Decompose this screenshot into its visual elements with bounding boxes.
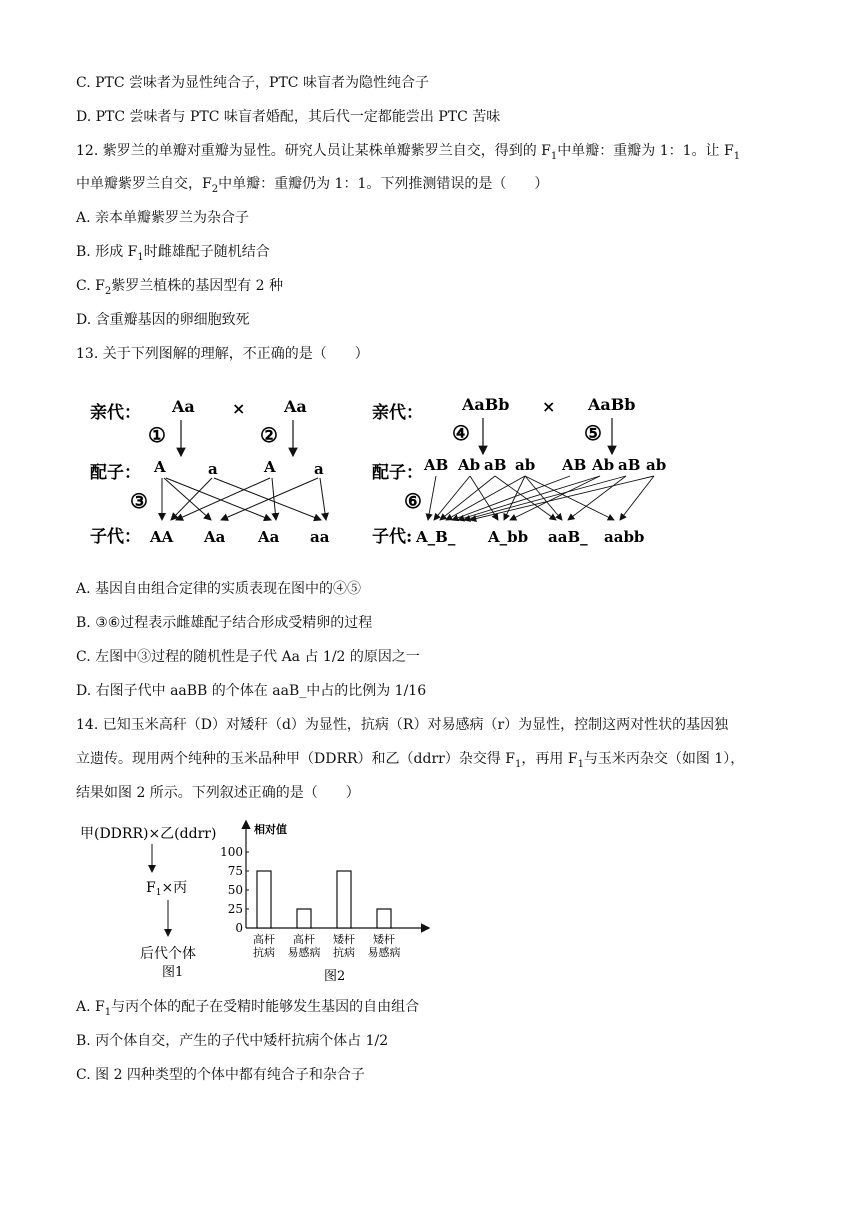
bar bbox=[257, 871, 271, 928]
offspring-label: 子代: bbox=[372, 527, 413, 547]
y-tick-label: 50 bbox=[227, 883, 243, 897]
bar bbox=[377, 909, 391, 928]
question-14-stem-end: 结果如图 2 所示。下列叙述正确的是（ ） bbox=[76, 785, 360, 801]
q12-option-c: C. $F_2$紫罗兰植株的基因型有 2 种 bbox=[76, 278, 284, 297]
q13-option-b: B. ③⑥过程表示雌雄配子结合形成受精卵的过程 bbox=[76, 615, 373, 631]
option-d: D. PTC 尝味者与 PTC 味盲者婚配，其后代一定都能尝出 PTC 苦味 bbox=[76, 109, 501, 125]
gamete-7: aB bbox=[618, 456, 641, 474]
x-category-label: 易感病 bbox=[367, 946, 401, 959]
offspring-1: A_B_ bbox=[416, 528, 456, 546]
gamete-3: aB bbox=[484, 456, 507, 474]
gamete-8: ab bbox=[646, 456, 667, 474]
gamete-3: A bbox=[264, 458, 276, 476]
offspring-2: Aa bbox=[204, 528, 226, 546]
q14-option-b: B. 丙个体自交，产生的子代中矮杆抗病个体占 1/2 bbox=[76, 1033, 389, 1049]
offspring-4: aabb bbox=[604, 528, 645, 546]
cross-symbol: × bbox=[542, 397, 556, 416]
gamete-2: a bbox=[208, 460, 218, 478]
gamete-6: Ab bbox=[592, 456, 615, 474]
q12-option-a: A. 亲本单瓣紫罗兰为杂合子 bbox=[76, 210, 250, 226]
step-5: ⑤ bbox=[584, 421, 602, 445]
figure-2-caption: 图2 bbox=[324, 969, 346, 984]
f1-label: $F_1\times$丙 bbox=[146, 880, 188, 898]
offspring-1: AA bbox=[150, 528, 174, 546]
q14-option-c: C. 图 2 四种类型的个体中都有纯合子和杂合子 bbox=[76, 1067, 365, 1083]
figure-1-cross-flow bbox=[78, 820, 238, 980]
step-2: ② bbox=[260, 423, 278, 447]
q13-option-a: A. 基因自由组合定律的实质表现在图中的④⑤ bbox=[76, 581, 362, 597]
y-tick-label: 25 bbox=[227, 902, 243, 916]
y-tick-label: 75 bbox=[227, 864, 243, 878]
parent-1: Aa bbox=[172, 397, 195, 416]
dihybrid-cross-diagram bbox=[370, 390, 680, 550]
question-13-stem: 13. 关于下列图解的理解，不正确的是（ ） bbox=[76, 346, 369, 362]
question-12-stem: 12. 紫罗兰的单瓣对重瓣为显性。研究人员让某株单瓣紫罗兰自交，得到的 $F_1$中单瓣：重瓣为 1：1。让 $F_1$ bbox=[76, 143, 741, 162]
y-axis-label: 相对值 bbox=[254, 823, 287, 836]
y-tick-label: 100 bbox=[220, 845, 243, 859]
bar bbox=[297, 909, 311, 928]
parent-label: 亲代： bbox=[90, 403, 141, 423]
gamete-label: 配子： bbox=[372, 463, 423, 483]
gamete-label: 配子： bbox=[90, 463, 141, 483]
question-14-stem-cont: 立遗传。现用两个纯种的玉米品种甲（DDRR）和乙（ddrr）杂交得 $F_1$，再用 $F_1$与玉米丙杂交（如图 1）， bbox=[76, 751, 745, 770]
parent-2: Aa bbox=[284, 397, 307, 416]
step-1: ① bbox=[148, 423, 166, 447]
offspring-label: 子代： bbox=[90, 527, 141, 547]
option-c: C. PTC 尝味者为显性纯合子，PTC 味盲者为隐性纯合子 bbox=[76, 75, 429, 91]
offspring-4: aa bbox=[310, 528, 330, 546]
gamete-1: AB bbox=[424, 456, 449, 474]
x-category-label: 抗病 bbox=[253, 946, 275, 959]
step-3: ③ bbox=[130, 489, 148, 513]
gamete-5: AB bbox=[562, 456, 587, 474]
q13-option-d: D. 右图子代中 aaBB 的个体在 aaB_中占的比例为 1/16 bbox=[76, 683, 427, 699]
y-tick-label: 0 bbox=[235, 921, 243, 935]
gamete-2: Ab bbox=[458, 456, 481, 474]
q12-option-d: D. 含重瓣基因的卵细胞致死 bbox=[76, 312, 250, 328]
cross-symbol: × bbox=[232, 399, 246, 418]
question-14-stem: 14. 已知玉米高秆（D）对矮秆（d）为显性，抗病（R）对易感病（r）为显性，控制这两对性状的基因独 bbox=[76, 717, 729, 733]
q12-option-b: B. 形成 $F_1$时雌雄配子随机结合 bbox=[76, 244, 270, 263]
gamete-4: ab bbox=[515, 456, 536, 474]
x-category-label: 抗病 bbox=[333, 946, 355, 959]
bar bbox=[337, 871, 351, 928]
question-12-stem-cont: 中单瓣紫罗兰自交，$F_2$中单瓣：重瓣仍为 1：1。下列推测错误的是（ ） bbox=[76, 176, 549, 195]
parent-label: 亲代： bbox=[372, 403, 423, 423]
step-4: ④ bbox=[452, 421, 470, 445]
gamete-4: a bbox=[314, 460, 324, 478]
gamete-1: A bbox=[154, 458, 166, 476]
offspring-text: 后代个体 bbox=[140, 946, 196, 962]
x-category-label: 高杆 bbox=[253, 933, 275, 946]
figure-1-caption: 图1 bbox=[162, 965, 184, 980]
x-category-label: 易感病 bbox=[287, 946, 321, 959]
q13-option-c: C. 左图中③过程的随机性是子代 Aa 占 1/2 的原因之一 bbox=[76, 649, 420, 665]
cross-top: 甲(DDRR)×乙(ddrr) bbox=[80, 826, 217, 842]
offspring-2: A_bb bbox=[488, 528, 529, 546]
x-category-label: 高杆 bbox=[293, 933, 315, 946]
step-6: ⑥ bbox=[404, 489, 422, 513]
x-category-label: 矮杆 bbox=[373, 933, 395, 946]
offspring-3: aaB_ bbox=[548, 528, 588, 546]
monohybrid-cross-diagram bbox=[86, 390, 346, 550]
offspring-3: Aa bbox=[258, 528, 280, 546]
parent-1: AaBb bbox=[462, 395, 510, 414]
x-category-label: 矮杆 bbox=[333, 933, 355, 946]
q14-option-a: A. $F_1$与丙个体的配子在受精时能够发生基因的自由组合 bbox=[76, 999, 420, 1018]
figure-2-bar-chart bbox=[220, 820, 440, 985]
parent-2: AaBb bbox=[588, 395, 636, 414]
